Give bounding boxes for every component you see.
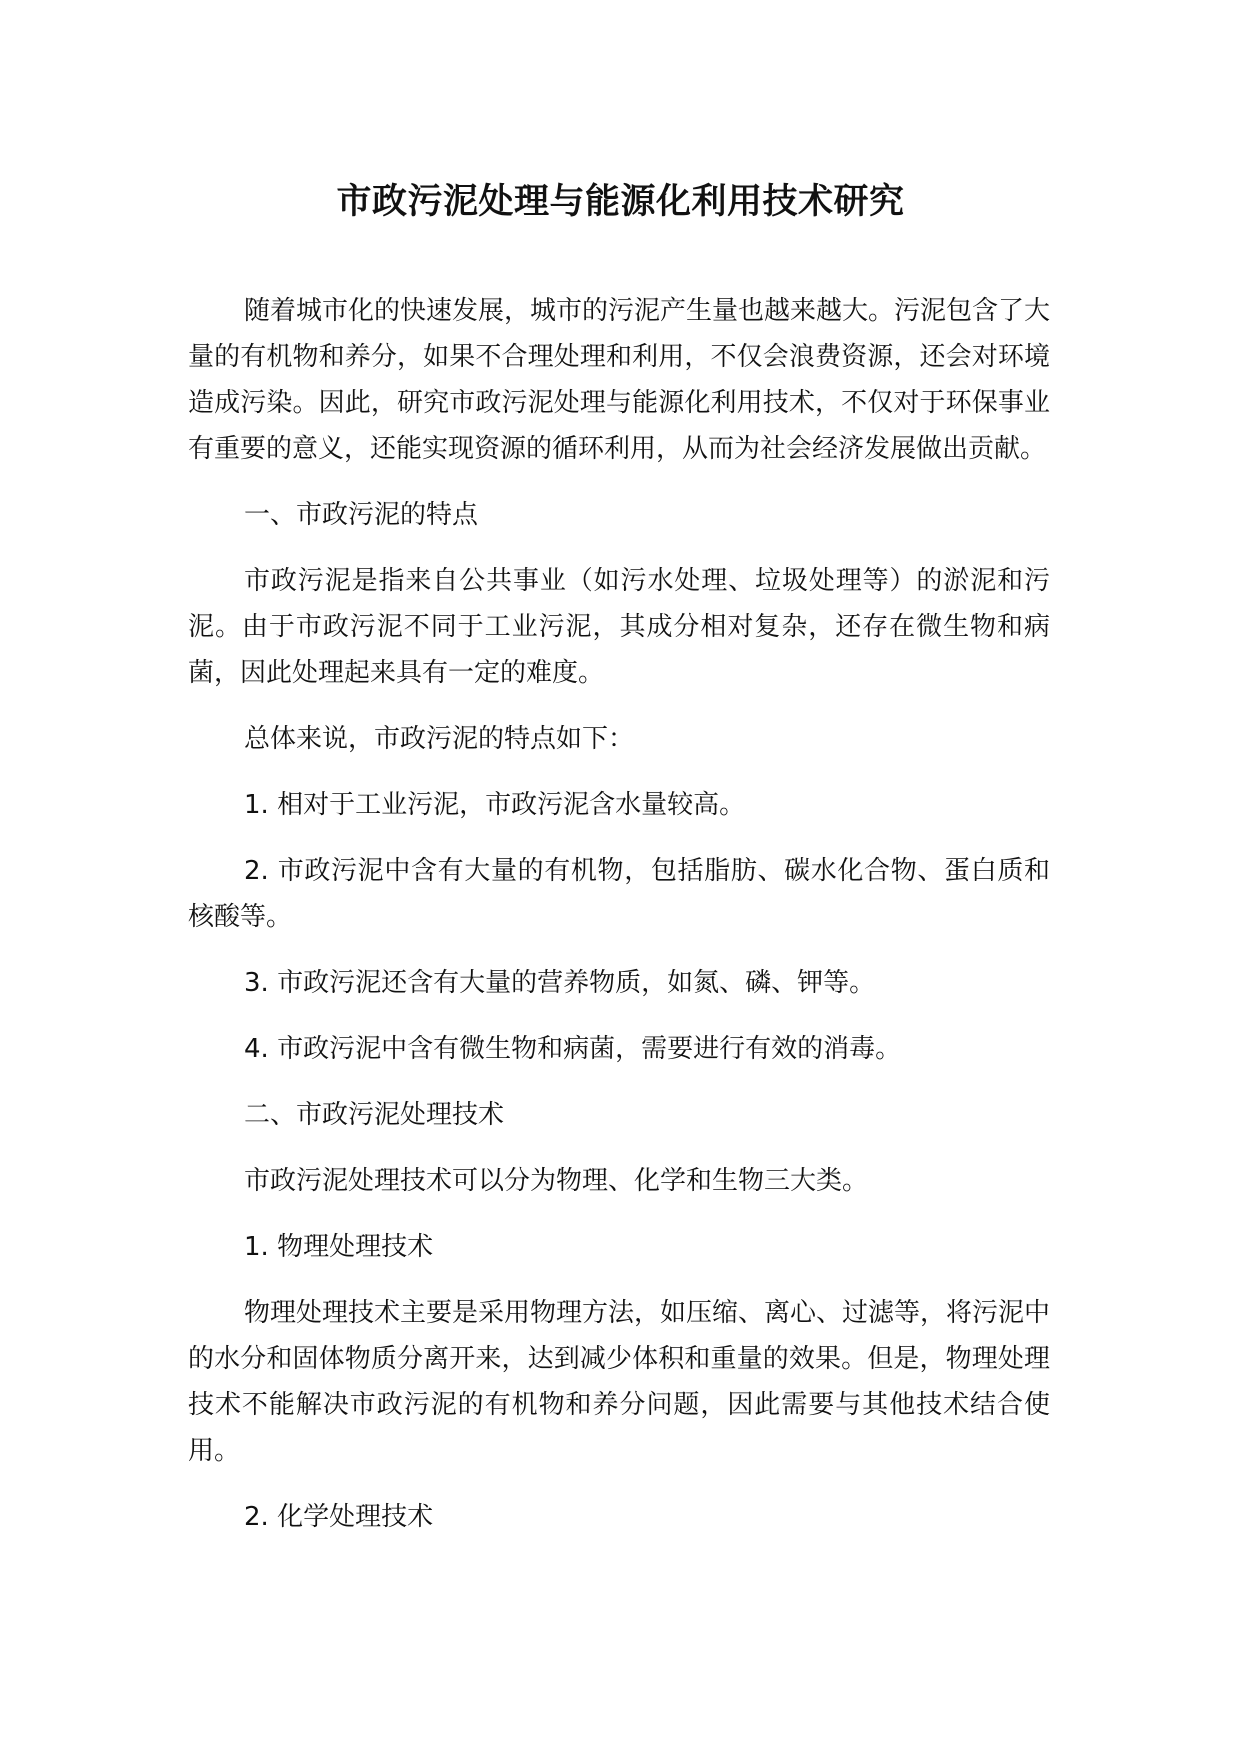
paragraph: 总体来说，市政污泥的特点如下：	[244, 724, 635, 754]
subsection-heading: 1. 物理处理技术	[244, 1232, 434, 1262]
intro-paragraph: 随着城市化的快速发展，城市的污泥产生量也越来越大。污泥包含了大量的有机物和养分，如果不合理处理和利用，不仅会浪费资源，还会对环境造成污染。因此，研究市政污泥处理与能源化利用技术，不仅对于环保事业有重要的意义，还能实现资源的循环利用，从而为社会经济发展做出贡献。	[188, 296, 1051, 464]
list-item: 4. 市政污泥中含有微生物和病菌，需要进行有效的消毒。	[244, 1034, 902, 1064]
list-item: 2. 市政污泥中含有大量的有机物，包括脂肪、碳水化合物、蛋白质和核酸等。	[188, 856, 1050, 932]
list-item: 1. 相对于工业污泥，市政污泥含水量较高。	[244, 790, 746, 820]
list-item: 3. 市政污泥还含有大量的营养物质，如氮、磷、钾等。	[244, 968, 876, 998]
paragraph: 物理处理技术主要是采用物理方法，如压缩、离心、过滤等，将污泥中的水分和固体物质分离开来，达到减少体积和重量的效果。但是，物理处理技术不能解决市政污泥的有机物和养分问题，因此需要与其他技术结合使用。	[188, 1298, 1051, 1466]
paragraph: 市政污泥是指来自公共事业（如污水处理、垃圾处理等）的淤泥和污泥。由于市政污泥不同于工业污泥，其成分相对复杂，还存在微生物和病菌，因此处理起来具有一定的难度。	[188, 566, 1050, 688]
paragraph: 市政污泥处理技术可以分为物理、化学和生物三大类。	[244, 1166, 869, 1196]
document-body	[188, 288, 1050, 1560]
document-title: 市政污泥处理与能源化利用技术研究	[336, 182, 905, 222]
section-heading-2: 二、市政污泥处理技术	[244, 1100, 505, 1130]
subsection-heading: 2. 化学处理技术	[244, 1502, 434, 1532]
section-heading-1: 一、市政污泥的特点	[244, 500, 479, 530]
